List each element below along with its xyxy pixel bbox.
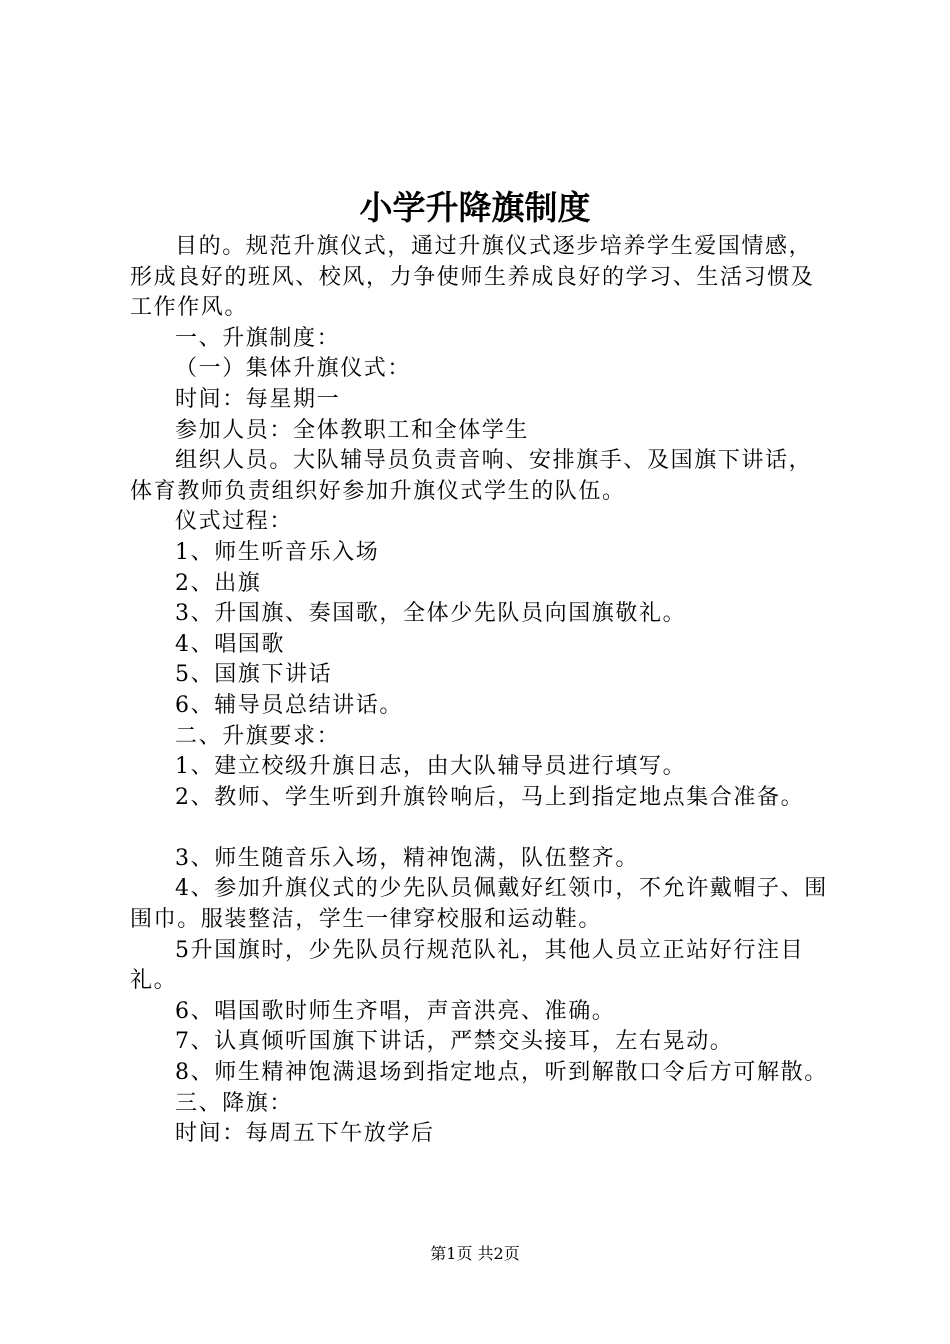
paragraph-purpose: 目的。规范升旗仪式，通过升旗仪式逐步培养学生爱国情感，形成良好的班风、校风，力争使师生养成良好的学习、生活习惯及工作作风。 [130,234,815,321]
list-item-requirement-7: 7、认真倾听国旗下讲话，严禁交头接耳，左右晃动。 [175,1029,734,1055]
paragraph-participants: 参加人员：全体教职工和全体学生 [175,417,530,443]
blank-line [130,813,835,844]
list-item-requirement-6: 6、唱国歌时师生齐唱，声音洪亮、准确。 [175,998,616,1024]
list-item-process-4: 4、唱国歌 [175,631,285,657]
list-item-requirement-2: 2、教师、学生听到升旗铃响后，马上到指定地点集合准备。 [175,784,805,810]
paragraph-time: 时间：每星期一 [175,386,341,412]
list-item-requirement-5: 5升国旗时，少先队员行规范队礼，其他人员立正站好行注目礼。 [130,937,805,994]
page-title: 小学升降旗制度 [359,188,591,227]
list-item-process-3: 3、升国旗、奏国歌，全体少先队员向国旗敬礼。 [175,601,687,627]
list-item-process-2: 2、出旗 [175,570,262,596]
list-item-process-6: 6、辅导员总结讲话。 [175,692,403,718]
paragraph-organizers: 组织人员。大队辅导员负责音响、安排旗手、及国旗下讲话，体育教师负责组织好参加升旗仪式学生的队伍。 [130,448,813,504]
heading-ceremony-process: 仪式过程： [175,509,294,535]
document-body [130,232,835,1150]
heading-section-3: 三、降旗： [175,1090,294,1116]
list-item-process-1: 1、师生听音乐入场 [175,539,380,565]
list-item-requirement-3: 3、师生随音乐入场，精神饱满，队伍整齐。 [175,845,639,871]
subheading-collective-ceremony: （一）集体升旗仪式： [175,356,412,382]
list-item-requirement-8: 8、师生精神饱满退场到指定地点，听到解散口令后方可解散。 [175,1060,828,1086]
list-item-requirement-1: 1、建立校级升旗日志，由大队辅导员进行填写。 [175,754,687,780]
list-item-requirement-4: 4、参加升旗仪式的少先队员佩戴好红领巾，不允许戴帽子、围围巾。服装整洁，学生一律穿校服和运动鞋。 [130,876,828,933]
heading-section-1: 一、升旗制度： [175,325,341,351]
list-item-process-5: 5、国旗下讲话 [175,662,333,688]
heading-section-2: 二、升旗要求： [175,723,341,749]
paragraph-lowering-time: 时间：每周五下午放学后 [175,1121,435,1147]
page-number-footer: 第1页 共2页 [430,1244,520,1263]
